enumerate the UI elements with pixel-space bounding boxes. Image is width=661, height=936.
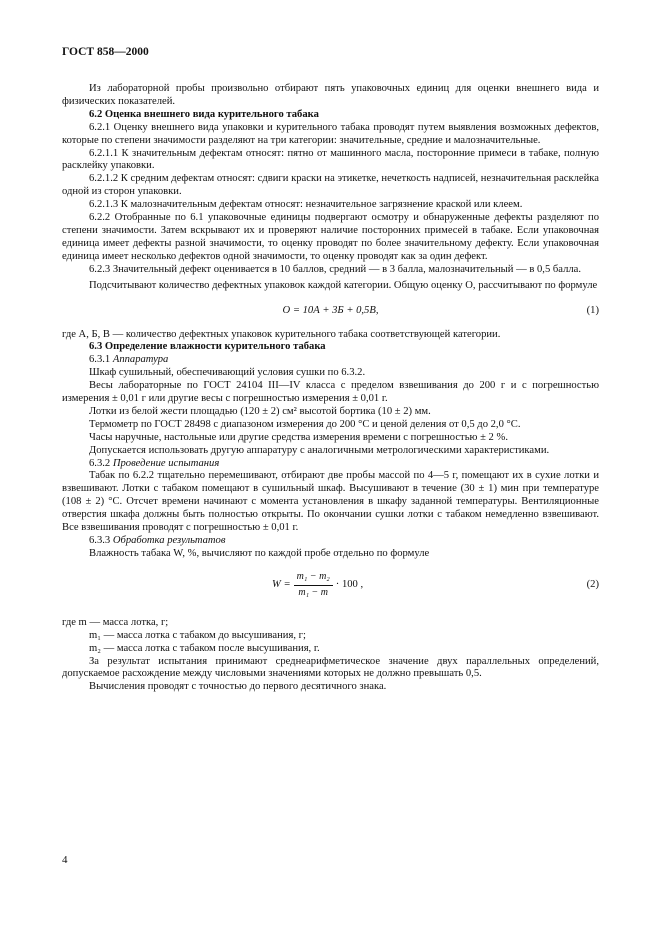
- calculation-paragraph: Вычисления проводят с точностью до первого десятичного знака.: [89, 681, 387, 693]
- formula-2-legend: [62, 617, 599, 656]
- moisture-paragraph: Влажность табака W, %, вычисляют по каждой пробе отдельно по формуле: [89, 547, 430, 559]
- intro-paragraph: Из лабораторной пробы произвольно отбирают пять упаковочных единиц для оценки внешнего вида и физических показателей.: [62, 83, 599, 107]
- clocks-paragraph: Часы наручные, настольные или другие средства измерения времени с погрешностью ± 2 %.: [89, 431, 508, 443]
- formula-2: [62, 567, 599, 611]
- legend-m1: m₁ — масса лотка с табаком до высушивания, г;: [89, 629, 306, 641]
- formula-2-rhs: · 100 ,: [335, 578, 364, 590]
- document-body: [62, 83, 599, 694]
- legend-m: где m — масса лотка, г;: [62, 616, 169, 628]
- formula-1: [62, 293, 599, 329]
- formula-2-number: (2): [586, 578, 599, 590]
- paragraph-6-2-2: 6.2.2 Отобранные по 6.1 упаковочные единицы подвергают осмотру и обнаруженные дефекты разделяют по степени значимости. Затем вскрывают их и проверяют наличие посторонних примесей в табаке. Если упаковочная единица имеет дефекты разной значимости, то оценку проводят по более значительному дефекту. Если упаковочная единица имеет несколько дефектов одной значимости, то оценку проводят как за один дефект.: [62, 212, 599, 262]
- page-number: 4: [62, 854, 68, 866]
- oven-paragraph: Шкаф сушильный, обеспечивающий условия сушки по 6.3.2.: [89, 367, 366, 379]
- subsection-6-3-3-number: 6.3.3: [89, 535, 111, 546]
- formula-1-explanation: где А, Б, В — количество дефектных упаковок курительного табака соответствующей категории.: [62, 328, 501, 340]
- legend-m2: m₂ — масса лотка с табаком после высушивания, г.: [89, 642, 320, 654]
- formula-2-denominator: m₁ − m: [298, 586, 329, 598]
- formula-1-expression: О = 10А + 3Б + 0,5В,: [282, 304, 379, 316]
- thermometer-paragraph: Термометр по ГОСТ 28498 с диапазоном измерения до 200 °С и ценой деления от 0,5 до 2,0 °С.: [89, 418, 521, 430]
- subsection-6-3-2-number: 6.3.2: [89, 457, 111, 469]
- scales-paragraph: Весы лабораторные по ГОСТ 24104 III—IV класса с пределом взвешивания до 200 г и с погрешностью измерения ± 0,01 г или другие весы с погрешностью измерения ± 0,01 г.: [62, 380, 599, 405]
- allowed-equipment-paragraph: Допускается использовать другую аппаратуру с аналогичными метрологическими характеристиками.: [89, 444, 550, 456]
- formula-2-expression: [272, 571, 363, 600]
- paragraph-6-2-1-1: 6.2.1.1 К значительным дефектам относят: пятно от машинного масла, посторонние примеси в табаке, полную расклейку упаковки.: [62, 147, 599, 172]
- formula-2-numerator: m₁ − m₂: [294, 571, 333, 586]
- count-paragraph: Подсчитывают количество дефектных упаковок каждой категории. Общую оценку О, рассчитывают по формуле: [89, 279, 598, 291]
- test-procedure-paragraph: Табак по 6.2.2 тщательно перемешивают, отбирают две пробы массой по 4—5 г, помещают их в сухие лотки и взвешивают. Лотки с табаком помещают в сушильный шкаф. Высушивают в течение (30 ± 1) мин при температуре (108 ± 2) °С. Отсчет времени начинают с момента установления в шкафу заданной температуры. Вентиляционные отверстия шкафа должны быть полностью открыты. По окончании сушки лотки с табаком немедленно взвешивают. Все взвешивания проводят с погрешностью ± 0,01 г.: [62, 470, 599, 534]
- subsection-6-3-1-number: 6.3.1: [89, 354, 111, 366]
- standard-header: ГОСТ 858—2000: [62, 46, 149, 58]
- paragraph-6-2-1-2: 6.2.1.2 К средним дефектам относят: сдвиги краски на этикетке, нечеткость надписей, незначительная расклейка одной из сторон упаковки.: [62, 173, 599, 198]
- result-paragraph: За результат испытания принимают среднеарифметическое значение двух параллельных определений, допускаемое расхождение между числовыми значениями которых не должно превышать 0,5.: [62, 655, 599, 680]
- formula-1-number: (1): [586, 304, 599, 316]
- paragraph-6-2-1: 6.2.1 Оценку внешнего вида упаковки и курительного табака проводят путем выявления возможных дефектов, которые по степени значимости разделяют на три категории: значительные, средние и малозначительные.: [62, 121, 599, 146]
- formula-2-lhs: W =: [272, 578, 291, 590]
- formula-2-fraction: [294, 571, 333, 600]
- section-6-2-heading: 6.2 Оценка внешнего вида курительного табака: [89, 108, 319, 120]
- subsection-6-3-2-title: Проведение испытания: [112, 457, 220, 469]
- subsection-6-3-1: [62, 354, 599, 367]
- subsection-6-3-3-title: Обработка результатов: [112, 535, 226, 546]
- subsection-6-3-3: [62, 535, 599, 548]
- paragraph-6-2-3: 6.2.3 Значительный дефект оценивается в 10 баллов, средний — в 3 балла, малозначительный — в 0,5 балла.: [89, 263, 582, 275]
- subsection-6-3-2: [62, 458, 599, 471]
- subsection-6-3-1-title: Аппаратура: [112, 354, 169, 366]
- section-6-3-heading: 6.3 Определение влажности курительного табака: [89, 341, 326, 353]
- trays-paragraph: Лотки из белой жести площадью (120 ± 2) см² высотой бортика (10 ± 2) мм.: [89, 405, 431, 417]
- paragraph-6-2-1-3: 6.2.1.3 К малозначительным дефектам относят: незначительное загрязнение краской или клеем.: [89, 199, 523, 211]
